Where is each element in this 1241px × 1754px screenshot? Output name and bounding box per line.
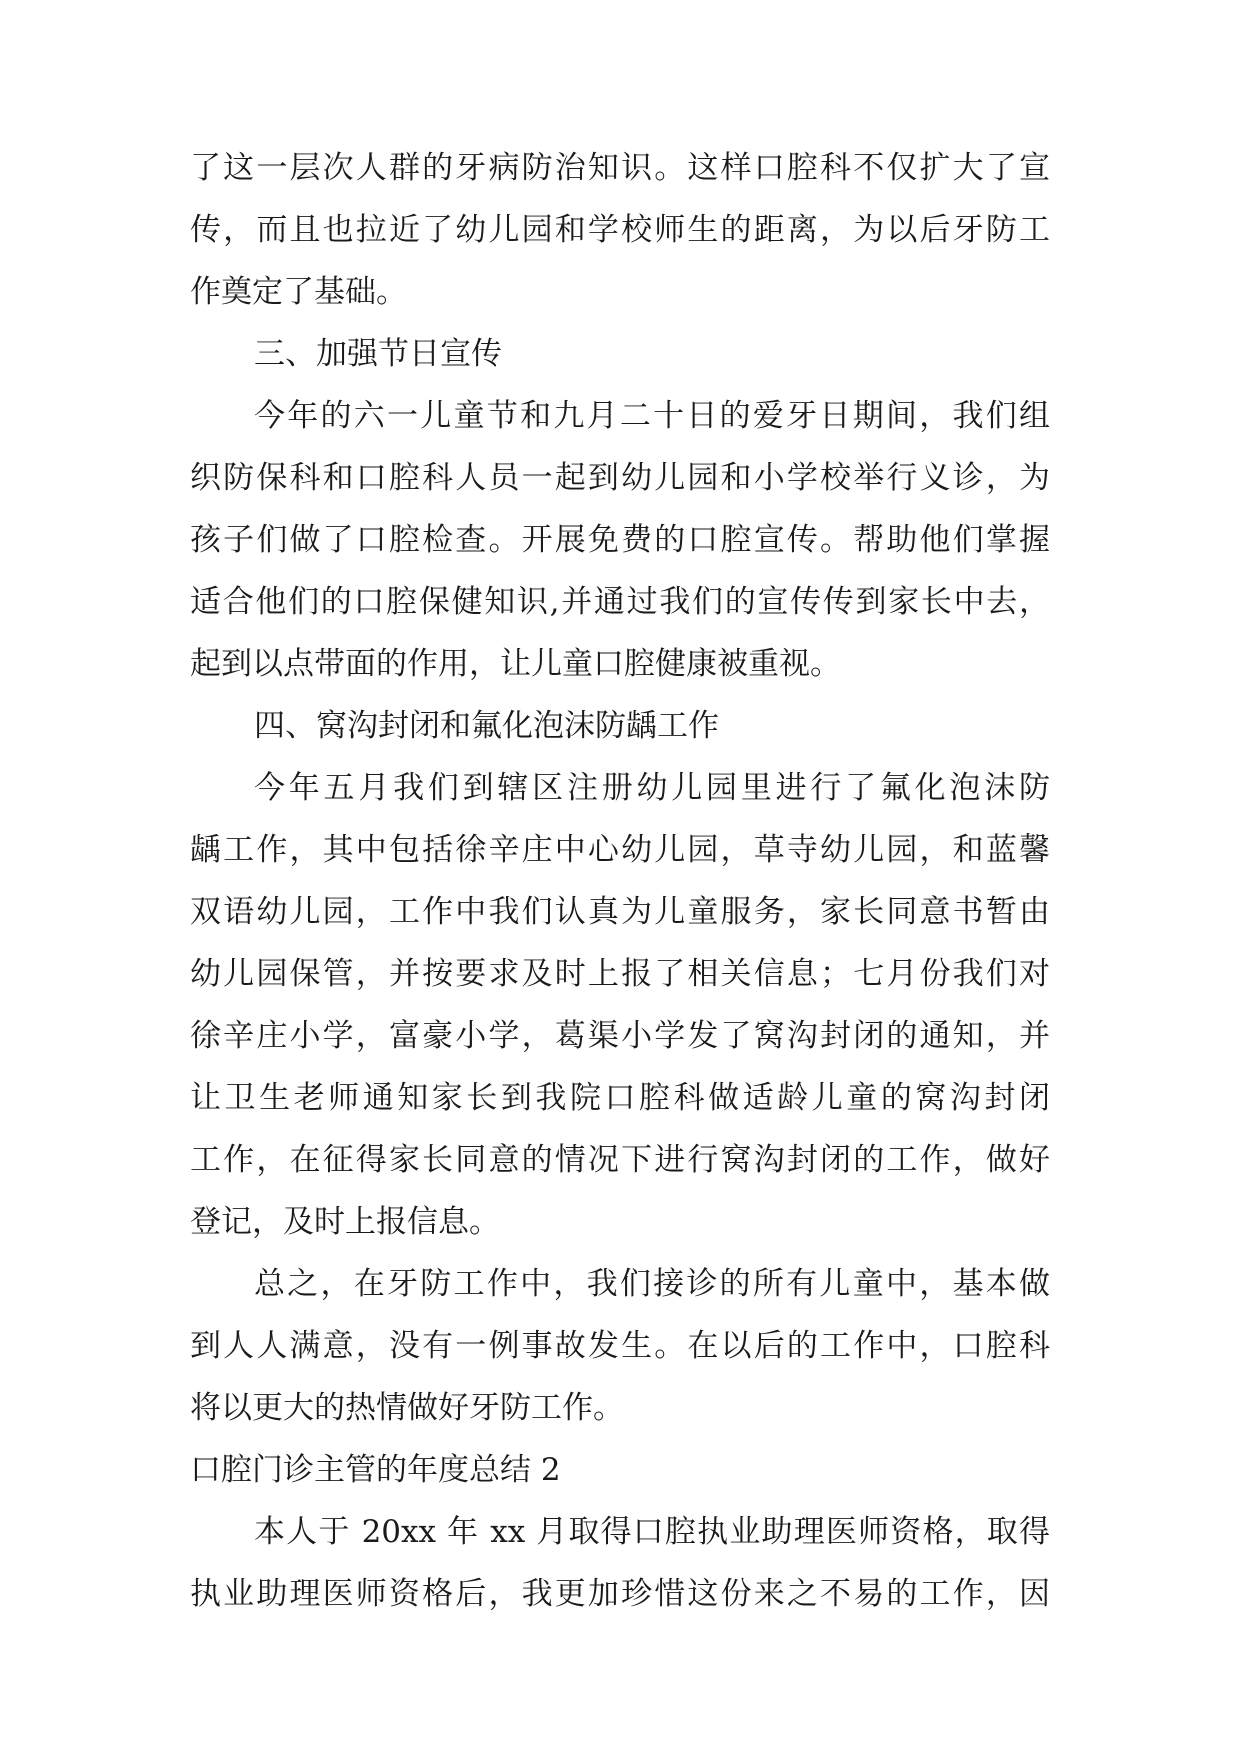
text-line: 让卫生老师通知家长到我院口腔科做适龄儿童的窝沟封闭 [190, 1080, 1050, 1116]
text-line: 龋工作，其中包括徐辛庄中心幼儿园，草寺幼儿园，和蓝馨 [190, 832, 1050, 868]
section-title: 口腔门诊主管的年度总结 2 [190, 1452, 561, 1488]
text-line: 本人于 20xx 年 xx 月取得口腔执业助理医师资格，取得 [254, 1514, 1050, 1550]
text-line: 登记，及时上报信息。 [190, 1204, 500, 1240]
text-line: 执业助理医师资格后，我更加珍惜这份来之不易的工作，因 [190, 1576, 1050, 1612]
text-line: 今年的六一儿童节和九月二十日的爱牙日期间，我们组 [254, 398, 1050, 434]
text-line: 适合他们的口腔保健知识,并通过我们的宣传传到家长中去， [190, 584, 1050, 620]
text-line: 了这一层次人群的牙病防治知识。这样口腔科不仅扩大了宣 [190, 150, 1050, 186]
section-heading: 四、窝沟封闭和氟化泡沫防龋工作 [254, 708, 719, 744]
text-line: 起到以点带面的作用，让儿童口腔健康被重视。 [190, 646, 841, 682]
section-heading: 三、加强节日宣传 [254, 336, 502, 372]
text-line: 将以更大的热情做好牙防工作。 [190, 1390, 624, 1426]
text-line: 作奠定了基础。 [190, 274, 407, 310]
text-line: 徐辛庄小学，富豪小学，葛渠小学发了窝沟封闭的通知，并 [190, 1018, 1050, 1054]
text-line: 工作，在征得家长同意的情况下进行窝沟封闭的工作，做好 [190, 1142, 1050, 1178]
text-line: 传，而且也拉近了幼儿园和学校师生的距离，为以后牙防工 [190, 212, 1050, 248]
text-line: 到人人满意，没有一例事故发生。在以后的工作中，口腔科 [190, 1328, 1050, 1364]
text-line: 双语幼儿园，工作中我们认真为儿童服务，家长同意书暂由 [190, 894, 1050, 930]
text-line: 今年五月我们到辖区注册幼儿园里进行了氟化泡沫防 [254, 770, 1050, 806]
text-line: 幼儿园保管，并按要求及时上报了相关信息；七月份我们对 [190, 956, 1050, 992]
text-line: 织防保科和口腔科人员一起到幼儿园和小学校举行义诊，为 [190, 460, 1050, 496]
text-line: 孩子们做了口腔检查。开展免费的口腔宣传。帮助他们掌握 [190, 522, 1050, 558]
text-line: 总之，在牙防工作中，我们接诊的所有儿童中，基本做 [254, 1266, 1050, 1302]
